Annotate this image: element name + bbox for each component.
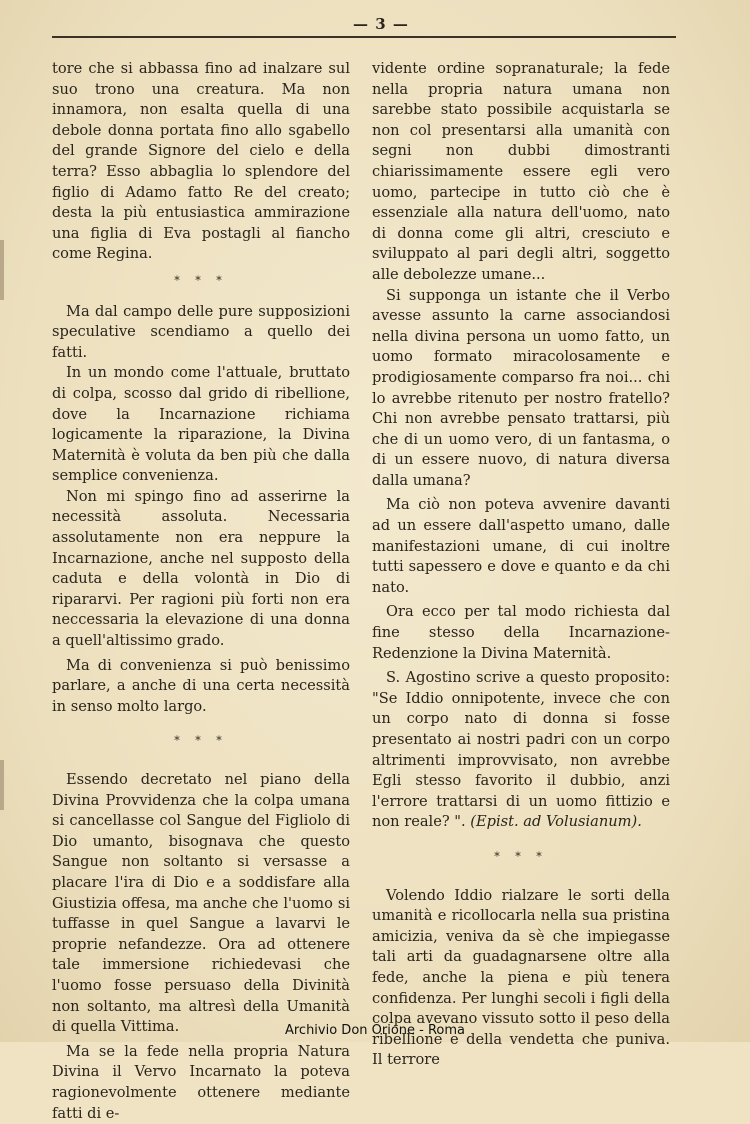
section-separator: * * * [174, 734, 228, 748]
page-number: — 3 — [353, 15, 409, 33]
right-column [372, 59, 670, 1071]
scan-edge-mark [0, 760, 4, 810]
page-header [0, 14, 750, 33]
paragraph: In un mondo come l'attuale, bruttato di colpa, scosso dal grido di ribellione, dove la Incarnazione richiama logicamente la riparazione, la Divina Maternità è voluta da ben più che dalla semplice convenienza. [52, 364, 350, 485]
left-column [52, 59, 350, 1124]
paragraph: Ma di convenienza si può benissimo parlare, a anche di una certa necessità in senso molto largo. [52, 656, 350, 715]
paragraph: tore che si abbassa fino ad inalzare sul suo trono una creatura. Ma non innamora, non esalta quella di una debole donna portata fino allo sgabello del grande Signore del cielo e della terra? Esso abbaglia lo splendore del figlio di Adamo fatto Re del creato; desta la più entusiastica ammirazione una figlia di Eva postagli al fiancho come Regina. [52, 60, 350, 263]
paragraph: Si supponga un istante che il Verbo avesse assunto la carne associandosi nella divina persona un uomo fatto, un uomo formato miracolosamente e prodigiosamente comparso fra noi... chi lo avrebbe ritenuto per nostro fratello? Chi non avrebbe pensato trattarsi, più che di un uomo vero, di un fantasma, o di un essere nuovo, di natura diversa dalla umana? [372, 286, 670, 489]
section-separator: * * * [494, 849, 548, 863]
section-separator: * * * [174, 273, 228, 287]
paragraph: vidente ordine sopranaturale; la fede nella propria natura umana non sarebbe stato possibile acquistarla se non col presentarsi alla umanità con segni non dubbi dimostranti chiarissimamente essere egli vero uomo, partecipe in tutto ciò che è essenziale alla natura dell'uomo, nato di donna come gli altri, cresciuto e sviluppato al pari degli altri, soggetto alle debolezze umane... [372, 60, 670, 283]
paragraph: Ma ciò non poteva avvenire davanti ad un essere dall'aspetto umano, dalle manifestazioni umane, di cui inoltre tutti sapessero e dove e quanto e da chi nato. [372, 496, 670, 596]
paragraph [372, 668, 670, 833]
paragraph: Non mi spingo fino ad asserirne la necessità assoluta. Necessaria assolutamente non era neppure la Incarnazione, anche nel supposto della caduta e della volontà in Dio di ripararvi. Per ragioni più forti non era neccessaria la elevazione di una donna a quell'altissimo grado. [52, 487, 350, 650]
paragraph: Ma se la fede nella propria Natura Divina il Vervo Incarnato la poteva ragionevolmente ottenere mediante fatti di e- [52, 1042, 350, 1122]
scan-edge-mark [0, 240, 4, 300]
header-rule [52, 36, 676, 38]
paragraph: Ora ecco per tal modo richiesta dal fine stesso della Incarnazione-Redenzione la Divina Maternità. [372, 603, 670, 662]
paragraph: Essendo decretato nel piano della Divina Provvidenza che la colpa umana si cancellasse col Sangue del Figliolo di Dio umanto, bisognava che questo Sangue non soltanto si versasse a placare l'ira di Dio e a soddisfare alla Giustizia offesa, ma anche che l'uomo si tuffasse in quel Sangue a lavarvi le proprie nefandezze. Ora ad ottenere tale immersione richiedevasi che l'uomo fosse persuaso della Divinità non soltanto, ma altresì della Umanità di quella Vittima. [52, 771, 350, 1036]
citation: (Epist. ad Volusianum). [470, 813, 642, 831]
archive-footer: Archivio Don Orione - Roma [284, 1023, 466, 1038]
quotation-text: S. Agostino scrive a questo proposito: "Se Iddio onnipotente, invece che con un corpo nato di donna si fosse presentato ai nostri padri con un corpo altrimenti improvvisato, non avrebbe Egli stesso favorito il dubbio, anzi l'errore trattarsi di un uomo fittizio e non reale? ". [372, 669, 670, 831]
paragraph: Volendo Iddio rialzare le sorti della umanità e ricollocarla nella sua pristina amicizia, veniva da sè che impiegasse tali arti da guadagnarsene oltre alla fede, anche la piena e più tenera confidenza. Per lunghi secoli i figli della colpa avevano vissuto sotto il peso della ribellione e della vendetta che puniva. Il terrore [372, 886, 670, 1069]
paragraph: Ma dal campo delle pure supposizioni speculative scendiamo a quello dei fatti. [52, 302, 350, 361]
